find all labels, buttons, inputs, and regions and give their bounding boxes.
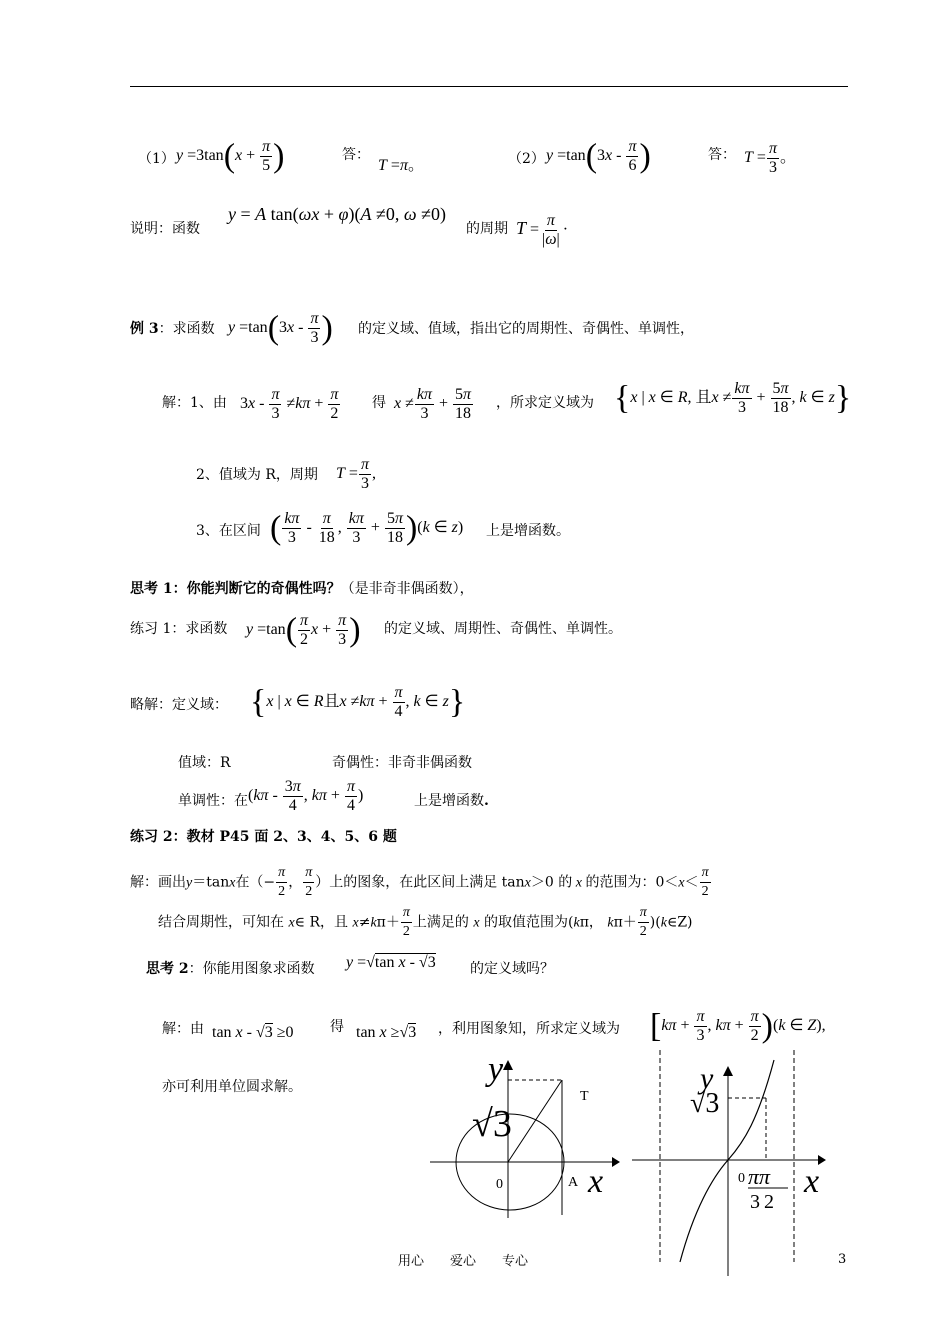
sol1-result: x ≠ $\frac{k\pi}{3}$ + $\frac{5\pi}{18}$ <box>394 386 472 422</box>
think-2-tail: 的定义域吗？ <box>470 961 554 977</box>
formula-1: y =3tan(x + $\frac{\pi}{5}$ ) <box>176 137 285 175</box>
page-number: 3 <box>838 1252 847 1267</box>
sol1-c: ，所求定义域为 <box>496 395 594 411</box>
explain-formula: y = A tan(ωx + φ)(A ≠0, ω ≠0) <box>228 204 446 224</box>
right-x-label: x <box>804 1163 820 1200</box>
think-2-formula: y =√tan x - √3 <box>346 954 436 971</box>
right-y-label: y <box>700 1062 714 1095</box>
answer-2: T = $\frac{\pi}{3}$ 。 <box>744 140 796 176</box>
combine-line: 结合周期性，可知在 x∈ R，且 x≠kπ＋ $\frac{\pi}{2}$ 上满足的 x 的取值范围为(kπ， kπ＋ $\frac{\pi}{2}$ )(k∈Z) <box>158 905 693 939</box>
answer-1: T =π。 <box>378 157 424 174</box>
sol1-cond: 3x - $\frac{\pi}{3}$ ≠kπ + $\frac{\pi}{2}$ <box>240 386 339 422</box>
sol4-domain: [kπ + $\frac{\pi}{3}$ , kπ + $\frac{\pi}{2}$ )(k ∈ Z), <box>650 1007 826 1045</box>
left-sqrt3-label: √3 <box>472 1103 512 1145</box>
practice-2: 练习 2：教材 P45 面 2、3、4、5、6 题 <box>130 829 397 845</box>
right-origin-label: 0 <box>738 1171 745 1186</box>
practice-1-tail: 的定义域、周期性、奇偶性、单调性。 <box>384 621 622 637</box>
answer-2-label: 答： <box>708 147 736 163</box>
explain-period: T = $\frac{\pi}{|\omega|}$ · <box>516 212 569 248</box>
item-1-label: （1） <box>138 151 175 167</box>
left-T-label: T <box>580 1089 589 1104</box>
explain-mid: 的周期 <box>466 221 508 237</box>
sol1-domain: {x | x ∈ R, 且x ≠ $\frac{k\pi}{3}$ + $\frac{5\pi}{18}$ , k ∈ z} <box>614 379 852 417</box>
example-3: 例 3：求函数 <box>130 321 215 337</box>
parity: 奇偶性：非奇非偶函数 <box>332 755 472 771</box>
mono-b: 上是增函数. <box>414 793 489 809</box>
left-A-label: A <box>568 1175 579 1190</box>
sol4-c: ，利用图象知，所求定义域为 <box>438 1021 620 1037</box>
sol1-a: 解：1、由 <box>162 395 227 411</box>
item-2-label: （2） <box>508 151 545 167</box>
brief-label: 略解：定义域： <box>130 697 228 713</box>
header-rule <box>130 86 848 87</box>
think-2: 思考 2：你能用图象求函数 <box>146 961 315 977</box>
sol4-ineq2: tan x ≥√3 <box>356 1024 417 1041</box>
sol4-a: 解：由 <box>162 1021 204 1037</box>
think-1: 思考 1：你能判断它的奇偶性吗？（是非奇非偶函数）， <box>130 581 474 597</box>
terminal-ray <box>508 1080 562 1162</box>
tan-y-arrow <box>723 1066 733 1076</box>
left-x-label: x <box>588 1163 604 1200</box>
left-y-label: y <box>488 1051 504 1088</box>
answer-1-label: 答： <box>342 147 370 163</box>
sol3-interval: ( $\frac{k\pi}{3}$ - $\frac{\pi}{18}$ , $\frac{k\pi}{3}$ + $\frac{5\pi}{18}$ )(k ∈ z) <box>270 509 464 547</box>
sol1-b: 得 <box>372 395 386 411</box>
practice-1: 练习 1：求函数 <box>130 621 228 637</box>
formula-2: y =tan(3x - $\frac{\pi}{6}$ ) <box>546 137 651 175</box>
sol4-ineq1: tan x - √3 ≥0 <box>212 1024 294 1041</box>
example-3-formula: y =tan(3x - $\frac{\pi}{3}$ ) <box>228 309 333 347</box>
unit-circle-note: 亦可利用单位圆求解。 <box>162 1079 302 1095</box>
sol3-b: 上是增函数。 <box>486 523 570 539</box>
sol4-b: 得 <box>330 1019 344 1035</box>
sol2-period: T = $\frac{\pi}{3}$ , <box>336 456 376 492</box>
brief-domain: {x | x ∈ R且x ≠kπ + $\frac{\pi}{4}$ , k ∈ z} <box>250 683 466 721</box>
right-pi-label: ππ <box>748 1164 771 1189</box>
mono-interval: (kπ - $\frac{3\pi}{4}$ , kπ + $\frac{\pi}{4}$ ) <box>248 778 364 814</box>
sol-tan-line: 解：画出y＝tanx在（− $\frac{\pi}{2}$ ， $\frac{\pi}{2}$ ）上的图象，在此区间上满足 tanx＞0 的 x 的范围为：0＜x＜ $\frac{\pi}{2}$ <box>130 865 709 899</box>
footer-motto: 用心 爱心 专心 <box>398 1254 529 1269</box>
sol2: 2、值域为 R，周期 <box>196 467 318 483</box>
right-32-label: 32 <box>750 1191 778 1213</box>
tan-graph <box>628 1040 848 1280</box>
right-sqrt3-label: √3 <box>690 1088 720 1119</box>
x-arrow <box>612 1157 620 1167</box>
left-origin-label: 0 <box>496 1177 503 1192</box>
sol3-a: 3、在区间 <box>196 523 261 539</box>
explain-label: 说明：函数 <box>130 221 200 237</box>
mono-a: 单调性：在 <box>178 793 248 809</box>
tan-x-arrow <box>818 1155 826 1165</box>
practice-1-formula: y =tan( $\frac{\pi}{2}$ x + $\frac{\pi}{3}$ ) <box>246 611 361 649</box>
unit-circle-graph <box>420 1040 620 1220</box>
example-3-tail: 的定义域、值域，指出它的周期性、奇偶性、单调性， <box>358 321 694 337</box>
y-arrow <box>503 1060 513 1070</box>
range: 值域：R <box>178 755 231 771</box>
